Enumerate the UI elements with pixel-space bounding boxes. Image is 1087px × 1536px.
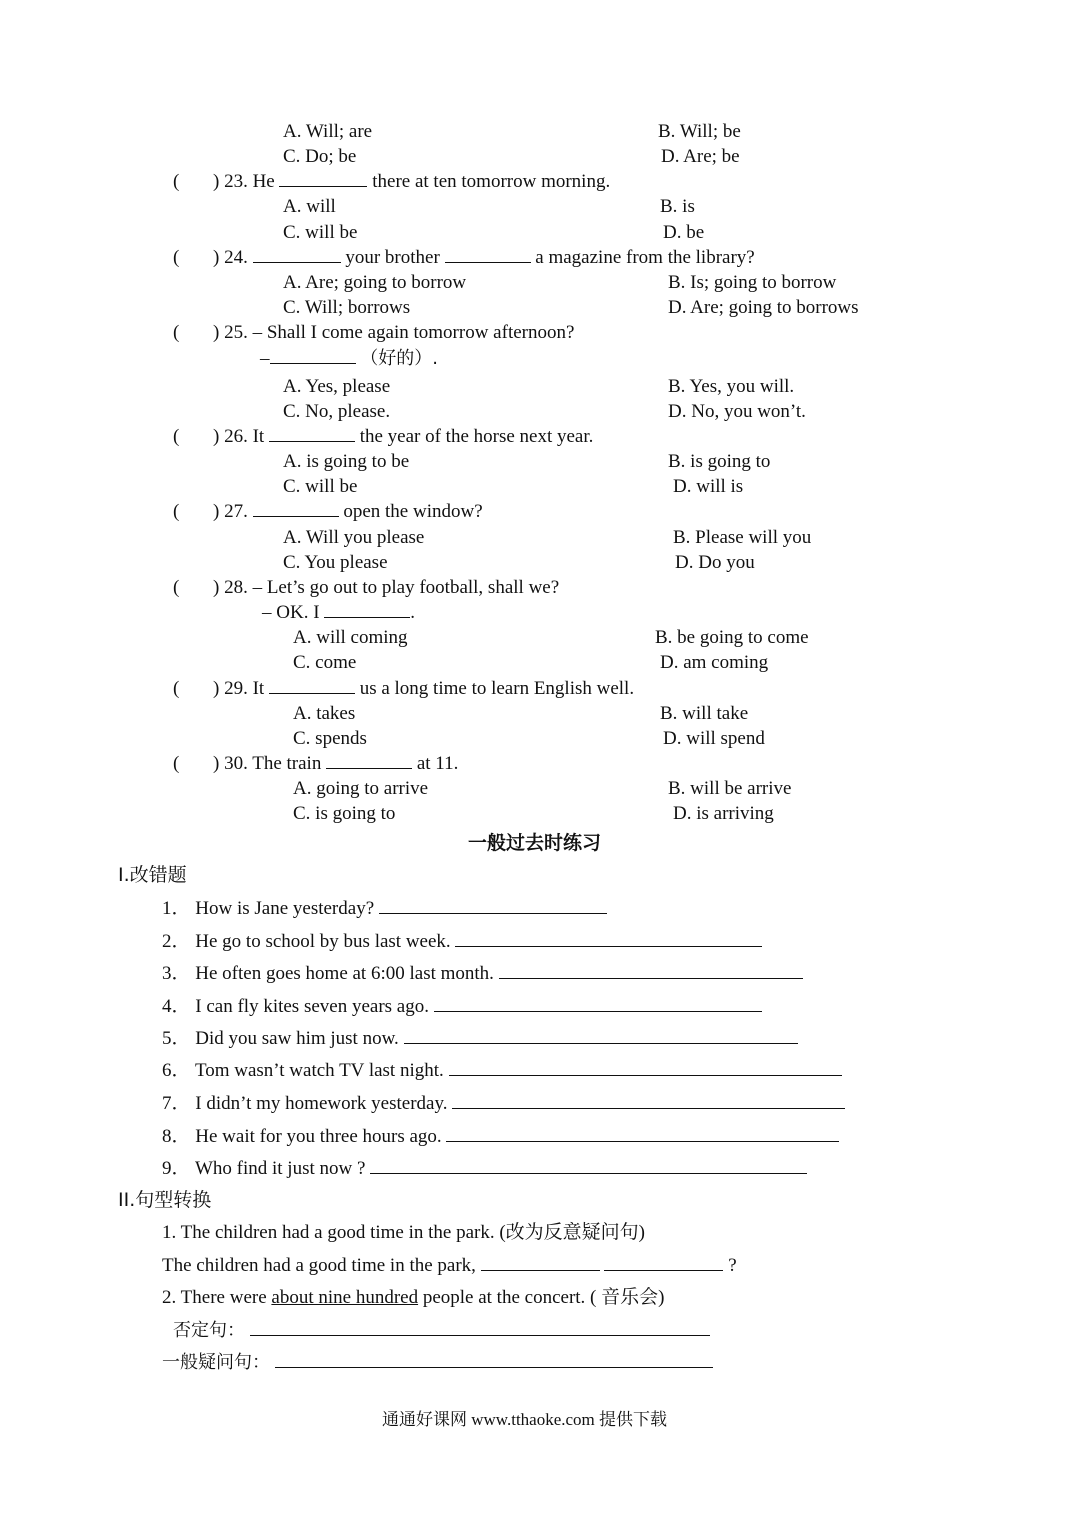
part1-answer-blank[interactable] — [449, 1060, 842, 1076]
question-sentence-line — [162, 1352, 713, 1374]
q24-option-d: D. Are; going to borrows — [668, 297, 859, 318]
part1-item-2 — [162, 931, 762, 953]
underlined-phrase: about nine hundred — [271, 1287, 419, 1308]
q24-option-b: B. Is; going to borrow — [668, 272, 837, 293]
q23-paren: ( — [173, 171, 180, 192]
part1-item-8 — [162, 1126, 839, 1148]
q24-option-c: C. Will; borrows — [283, 297, 411, 318]
q23-option-d: D. be — [663, 222, 705, 243]
q30-paren: ( — [173, 753, 180, 774]
part1-item-text: I can fly kites seven years ago. — [195, 996, 429, 1017]
question-mark: ? — [728, 1255, 737, 1276]
q23-stem — [213, 171, 610, 193]
q26-stem — [213, 426, 593, 448]
part2-item-number: 2. — [162, 1287, 177, 1308]
q30-option-a: A. going to arrive — [293, 778, 429, 799]
negative-label: 否定句： — [173, 1320, 245, 1341]
part1-item-number: 1． — [162, 898, 191, 919]
q25-option-b: B. Yes, you will. — [668, 376, 795, 397]
q26-blank[interactable] — [269, 426, 355, 442]
question-label: 一般疑问句： — [162, 1352, 270, 1373]
q22-option-b: B. Will; be — [658, 121, 741, 142]
part2-item-text: The children had a good time in the park. (改为反意疑问句) — [180, 1222, 646, 1243]
q24-paren: ( — [173, 247, 180, 268]
part1-item-4 — [162, 996, 762, 1018]
q29-option-c: C. spends — [293, 728, 367, 749]
q25-stem: ) 25. – Shall I come again tomorrow afternoon? — [213, 322, 575, 343]
part2-heading: II.句型转换 — [118, 1189, 212, 1211]
part1-answer-blank[interactable] — [455, 931, 762, 947]
q29-text: us a long time to learn English well. — [359, 678, 635, 699]
q28-option-c: C. come — [293, 652, 357, 673]
q25-answer-line — [260, 348, 438, 370]
part1-answer-blank[interactable] — [499, 963, 803, 979]
negative-blank[interactable] — [250, 1320, 710, 1336]
q29-option-b: B. will take — [660, 703, 749, 724]
part1-item-number: 6． — [162, 1060, 191, 1081]
q25-hint: （好的）. — [360, 348, 438, 369]
q24-stem — [213, 247, 755, 269]
part1-item-number: 3． — [162, 963, 191, 984]
part1-item-1 — [162, 898, 607, 920]
q27-paren: ( — [173, 501, 180, 522]
q26-option-b: B. is going to — [668, 451, 771, 472]
question-blank[interactable] — [275, 1352, 713, 1368]
q22-option-c: C. Do; be — [283, 146, 357, 167]
q28-answer-line — [262, 602, 415, 624]
q23-blank[interactable] — [279, 171, 367, 187]
q27-option-a: A. Will you please — [283, 527, 425, 548]
part2-answer-prefix: The children had a good time in the park, — [162, 1255, 476, 1276]
part1-answer-blank[interactable] — [379, 898, 607, 914]
q23-option-a: A. will — [283, 196, 336, 217]
q24-text: a magazine from the library? — [535, 247, 755, 268]
section-title: 一般过去时练习 — [468, 832, 602, 854]
q30-option-b: B. will be arrive — [668, 778, 792, 799]
q27-text: open the window? — [343, 501, 483, 522]
q23-number: ) 23. He — [213, 171, 275, 192]
q25-blank[interactable] — [270, 348, 356, 364]
q29-number: ) 29. It — [213, 678, 265, 699]
q25-option-d: D. No, you won’t. — [668, 401, 806, 422]
q30-option-c: C. is going to — [293, 803, 396, 824]
part1-item-text: He wait for you three hours ago. — [195, 1126, 442, 1147]
part1-item-text: Tom wasn’t watch TV last night. — [194, 1060, 444, 1081]
part1-item-number: 7． — [162, 1093, 191, 1114]
part1-heading: I.改错题 — [118, 864, 187, 886]
q27-option-b: B. Please will you — [673, 527, 812, 548]
part1-answer-blank[interactable] — [452, 1093, 845, 1109]
q29-paren: ( — [173, 678, 180, 699]
part1-item-3 — [162, 963, 803, 985]
q27-option-d: D. Do you — [675, 552, 755, 573]
q30-stem — [213, 753, 458, 775]
q23-option-c: C. will be — [283, 222, 358, 243]
q25-dash: – — [260, 348, 270, 369]
q26-paren: ( — [173, 426, 180, 447]
part1-item-text: I didn’t my homework yesterday. — [195, 1093, 448, 1114]
q26-option-c: C. will be — [283, 476, 358, 497]
q30-text: at 11. — [416, 753, 459, 774]
q26-text: the year of the horse next year. — [359, 426, 594, 447]
part1-item-text: Did you saw him just now. — [195, 1028, 399, 1049]
q27-blank[interactable] — [253, 501, 339, 517]
q22-option-d: D. Are; be — [661, 146, 740, 167]
part1-item-number: 9． — [162, 1158, 191, 1179]
part1-item-number: 2． — [162, 931, 191, 952]
q28-option-d: D. am coming — [660, 652, 769, 673]
footer-credit: 通通好课网 www.tthaoke.com 提供下载 — [382, 1410, 668, 1429]
q30-number: ) 30. The train — [213, 753, 322, 774]
part1-item-7 — [162, 1093, 845, 1115]
part1-item-9 — [162, 1158, 807, 1180]
part1-item-5 — [162, 1028, 798, 1050]
part1-answer-blank[interactable] — [370, 1158, 807, 1174]
part1-item-text: How is Jane yesterday? — [195, 898, 375, 919]
part1-item-number: 5． — [162, 1028, 191, 1049]
q29-stem — [213, 678, 634, 700]
q27-option-c: C. You please — [283, 552, 388, 573]
q24-number: ) 24. — [213, 247, 248, 268]
q28-reply: – OK. I — [262, 602, 320, 623]
q24-blank-1[interactable] — [253, 247, 341, 263]
tag-blank-2[interactable] — [604, 1255, 723, 1271]
q28-option-a: A. will coming — [293, 627, 408, 648]
q28-period: . — [410, 602, 416, 623]
part1-answer-blank[interactable] — [446, 1126, 839, 1142]
q26-option-d: D. will is — [673, 476, 744, 497]
q25-option-c: C. No, please. — [283, 401, 391, 422]
q28-stem: ) 28. – Let’s go out to play football, shall we? — [213, 577, 560, 598]
q23-option-b: B. is — [660, 196, 695, 217]
part1-item-6 — [162, 1060, 842, 1082]
q24-text-mid: your brother — [345, 247, 440, 268]
negative-sentence-line — [173, 1320, 710, 1342]
part2-item-2 — [162, 1287, 664, 1309]
part2-item-text-post: people at the concert. ( 音乐会) — [422, 1287, 665, 1308]
q29-blank[interactable] — [269, 678, 355, 694]
part1-item-number: 4． — [162, 996, 191, 1017]
q24-option-a: A. Are; going to borrow — [283, 272, 467, 293]
q30-blank[interactable] — [326, 753, 412, 769]
part1-answer-blank[interactable] — [404, 1028, 798, 1044]
part2-item-1-answer — [162, 1255, 737, 1277]
q27-number: ) 27. — [213, 501, 248, 522]
q30-option-d: D. is arriving — [673, 803, 774, 824]
q26-option-a: A. is going to be — [283, 451, 410, 472]
part2-item-text-pre: There were — [180, 1287, 267, 1308]
part1-item-text: He often goes home at 6:00 last month. — [195, 963, 494, 984]
q25-option-a: A. Yes, please — [283, 376, 391, 397]
part1-item-text: He go to school by bus last week. — [195, 931, 451, 952]
part1-item-number: 8． — [162, 1126, 191, 1147]
q25-paren: ( — [173, 322, 180, 343]
q29-option-a: A. takes — [293, 703, 356, 724]
q24-blank-2[interactable] — [445, 247, 531, 263]
part1-answer-blank[interactable] — [434, 996, 762, 1012]
q28-paren: ( — [173, 577, 180, 598]
q28-option-b: B. be going to come — [655, 627, 809, 648]
q23-text: there at ten tomorrow morning. — [372, 171, 611, 192]
part2-item-1 — [162, 1222, 645, 1244]
tag-blank-1[interactable] — [481, 1255, 600, 1271]
q29-option-d: D. will spend — [663, 728, 765, 749]
part2-item-number: 1. — [162, 1222, 177, 1243]
q26-number: ) 26. It — [213, 426, 265, 447]
q22-option-a: A. Will; are — [283, 121, 373, 142]
q28-blank[interactable] — [324, 602, 410, 618]
part1-item-text: Who find it just now ? — [194, 1158, 366, 1179]
q27-stem — [213, 501, 483, 523]
